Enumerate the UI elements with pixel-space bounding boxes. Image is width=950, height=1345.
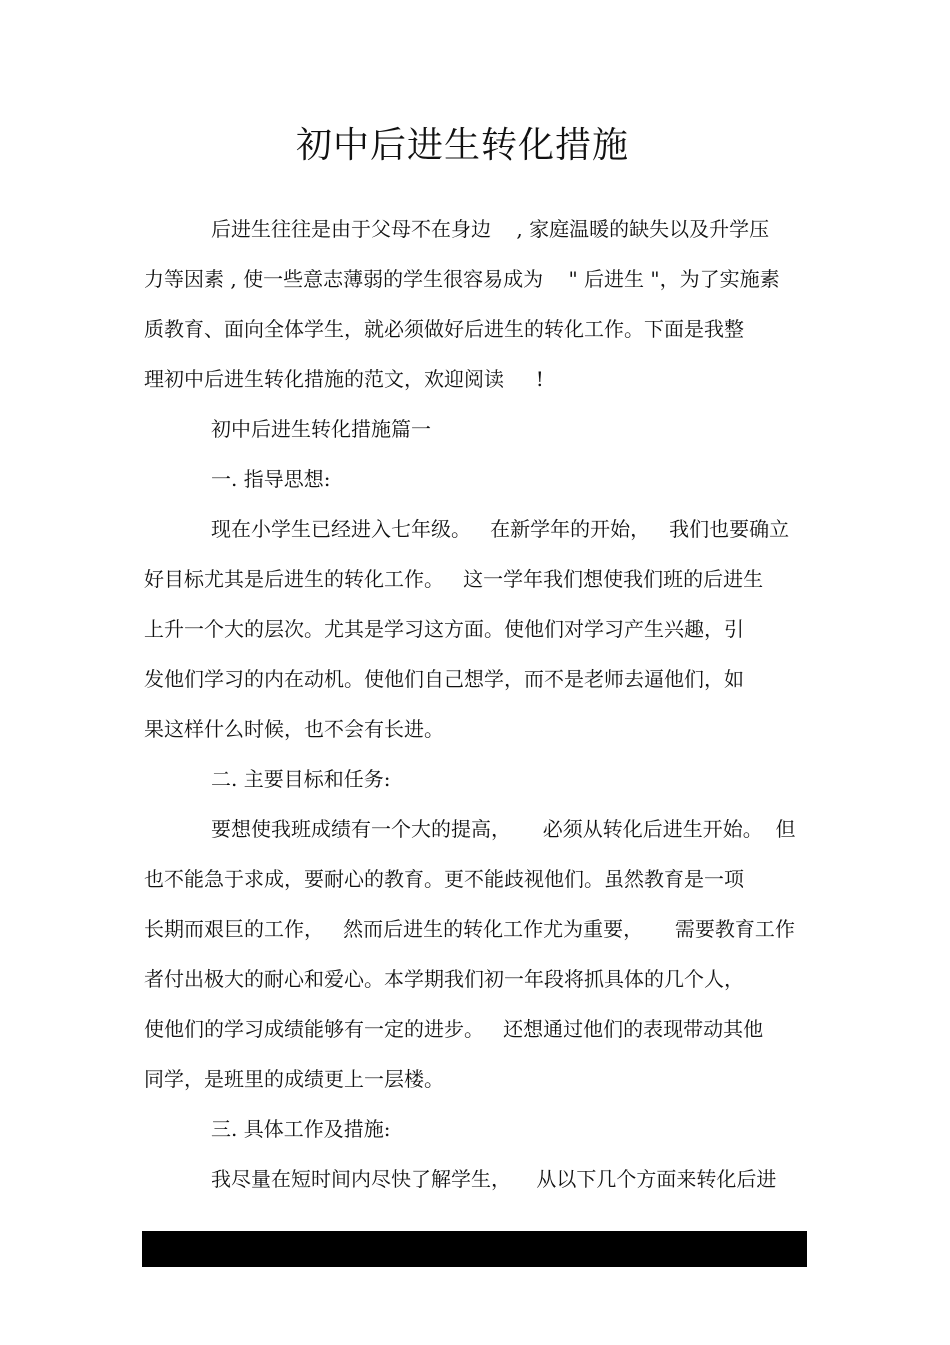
paragraph-line: 力等因素 , 使一些意志薄弱的学生很容易成为 " 后进生 "，为了实施素: [144, 267, 780, 291]
section-heading: 一. 指导思想:: [211, 467, 331, 491]
footer-black-bar: [142, 1231, 807, 1267]
paragraph-line: 我尽量在短时间内尽快了解学生， 从以下几个方面来转化后进: [211, 1167, 777, 1191]
document-title: 初中后进生转化措施: [295, 125, 629, 166]
paragraph-line: 现在小学生已经进入七年级。 在新学年的开始， 我们也要确立: [211, 517, 790, 541]
paragraph-line: 果这样什么时候，也不会有长进。: [144, 717, 444, 741]
paragraph-line: 者付出极大的耐心和爱心。本学期我们初一年段将抓具体的几个人，: [144, 967, 744, 991]
paragraph-line: 使他们的学习成绩能够有一定的进步。 还想通过他们的表现带动其他: [144, 1017, 764, 1041]
paragraph-line: 也不能急于求成，要耐心的教育。更不能歧视他们。虽然教育是一项: [144, 867, 744, 891]
section-heading: 三. 具体工作及措施:: [211, 1117, 391, 1141]
paragraph-line: 长期而艰巨的工作， 然而后进生的转化工作尤为重要， 需要教育工作: [144, 917, 795, 941]
paragraph-line: 要想使我班成绩有一个大的提高， 必须从转化后进生开始。 但: [211, 817, 796, 841]
paragraph-line: 质教育、面向全体学生，就必须做好后进生的转化工作。下面是我整: [144, 317, 744, 341]
paragraph-line: 发他们学习的内在动机。使他们自己想学，而不是老师去逼他们，如: [144, 667, 744, 691]
paragraph-line: 同学，是班里的成绩更上一层楼。: [144, 1067, 444, 1091]
section-heading: 初中后进生转化措施篇一: [211, 417, 431, 441]
paragraph-line: 后进生往往是由于父母不在身边 , 家庭温暖的缺失以及升学压: [211, 217, 770, 241]
paragraph-line: 理初中后进生转化措施的范文，欢迎阅读 !: [144, 367, 544, 391]
paragraph-line: 上升一个大的层次。尤其是学习这方面。使他们对学习产生兴趣，引: [144, 617, 744, 641]
paragraph-line: 好目标尤其是后进生的转化工作。 这一学年我们想使我们班的后进生: [144, 567, 764, 591]
section-heading: 二. 主要目标和任务:: [211, 767, 391, 791]
